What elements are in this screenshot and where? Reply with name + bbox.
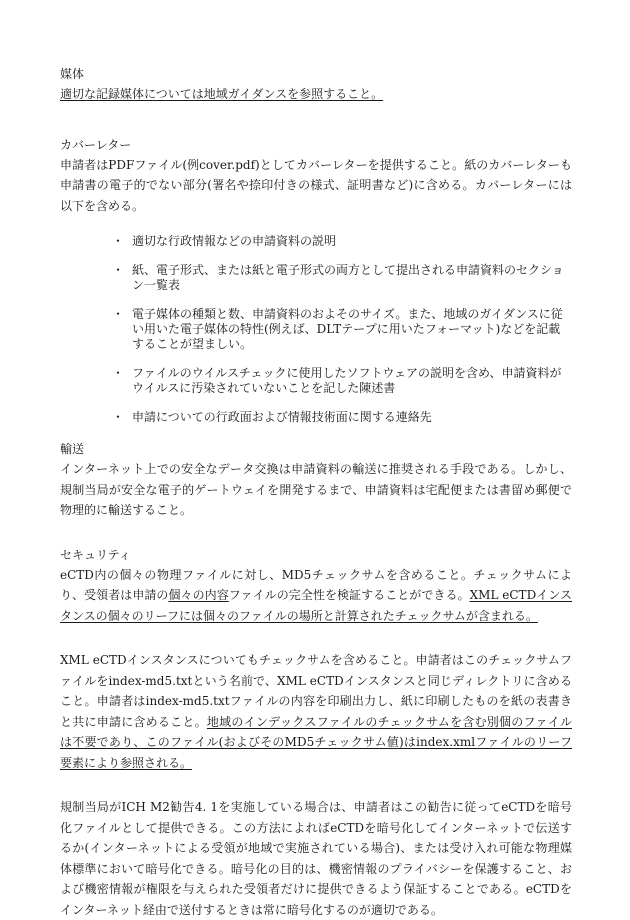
document-page xyxy=(60,64,572,920)
underlined-phrase: 個々の内容 xyxy=(168,588,229,602)
bullet-item: ・ 申請についての行政面および情報技術面に関する連絡先 xyxy=(112,410,432,424)
bullet-dot: ・ xyxy=(112,263,125,277)
bullet-item: ・ 適切な行政情報などの申請資料の説明 xyxy=(112,234,337,248)
cover-letter-heading: カバーレター xyxy=(60,137,132,152)
bullet-item: ・ ファイルのウイルスチェックに使用したソフトウェアの説明を含め、申請資料がウイルスに汚染されていないことを記した陳述書 xyxy=(112,366,562,395)
bullet-dot: ・ xyxy=(112,234,125,248)
bullet-dot: ・ xyxy=(112,307,125,321)
transport-text: インターネット上での安全なデータ交換は申請資料の輸送に推奨される手段である。しかし、規制当局が安全な電子的ゲートウェイを開発するまで、申請資料は宅配便または書留め郵便で物理的に輸送すること。 xyxy=(60,462,572,517)
security-heading: セキュリティ xyxy=(60,547,131,562)
transport-heading: 輸送 xyxy=(60,442,85,456)
media-underlined-text: 適切な記録媒体については地域ガイダンスを参照すること。 xyxy=(60,87,384,101)
bullet-dot: ・ xyxy=(112,410,125,424)
media-heading: 媒体 xyxy=(60,67,85,81)
security-paragraph-2: XML eCTDインスタンスについてもチェックサムを含めること。申請者はこのチェックサムファイルをindex-md5.txtという名前で、XML eCTDインスタンスと同じディレクトリに含めること。申請者はindex-md5.txtファイルの内容を印刷出力し、紙に印刷したものを紙の表書きと共に申請に含めること。地域のインデックスファイルのチェックサムを含む別個のファイルは不要であり、このファイル(およびそのMD5チェックサム値)はindex.xmlファイルのリーフ要素により参照される。 xyxy=(60,653,572,770)
security-paragraph-1: eCTD内の個々の物理ファイルに対し、MD5チェックサムを含めること。チェックサムにより、受領者は申請の個々の内容ファイルの完全性を検証することができる。XML eCTDインスタンスの個々のリーフには個々のファイルの場所と計算されたチェックサムが含まれる。 xyxy=(60,567,572,623)
media-text xyxy=(60,84,572,105)
cover-letter-bullet-list xyxy=(60,234,572,425)
underlined-sentence: 地域のインデックスファイルのチェックサムを含む別個のファイルは不要であり、このファイル(およびそのMD5チェックサム値)はindex.xmlファイルのリーフ要素により参照される。 xyxy=(60,714,572,770)
bullet-item: ・ 紙、電子形式、または紙と電子形式の両方として提出される申請資料のセクション一覧表 xyxy=(112,263,564,292)
security-paragraph-3: 規制当局がICH M2勧告4. 1を実施している場合は、申請者はこの勧告に従ってeCTDを暗号化ファイルとして提供できる。この方法によればeCTDを暗号化してインターネットで伝送するか(インターネットによる受領が地域で実施されている場合)、または受け入れ可能な物理媒体標準において暗号化できる。暗号化の目的は、機密情報のプライバシーを保護すること、および機密情報が権限を与えられた受領者だけに提供できるよう保証することである。eCTDをインターネット経由で送付するときは常に暗号化するのが適切である。 xyxy=(60,800,572,917)
bullet-dot: ・ xyxy=(112,366,125,380)
bullet-item: ・ 電子媒体の種類と数、申請資料のおよそのサイズ。また、地域のガイダンスに従い用いた電子媒体の特性(例えば、DLTテープに用いたフォーマット)などを記載することが望ましい。 xyxy=(112,307,563,351)
underlined-sentence: XML eCTDインスタンスの個々のリーフには個々のファイルの場所と計算されたチェックサムが含まれる。 xyxy=(60,588,572,623)
cover-letter-text: 申請者はPDFファイル(例cover.pdf)としてカバーレターを提供すること。紙のカバーレターも申請書の電子的でない部分(署名や捺印付きの様式、証明書など)に含める。カバーレターには以下を含める。 xyxy=(60,157,572,213)
